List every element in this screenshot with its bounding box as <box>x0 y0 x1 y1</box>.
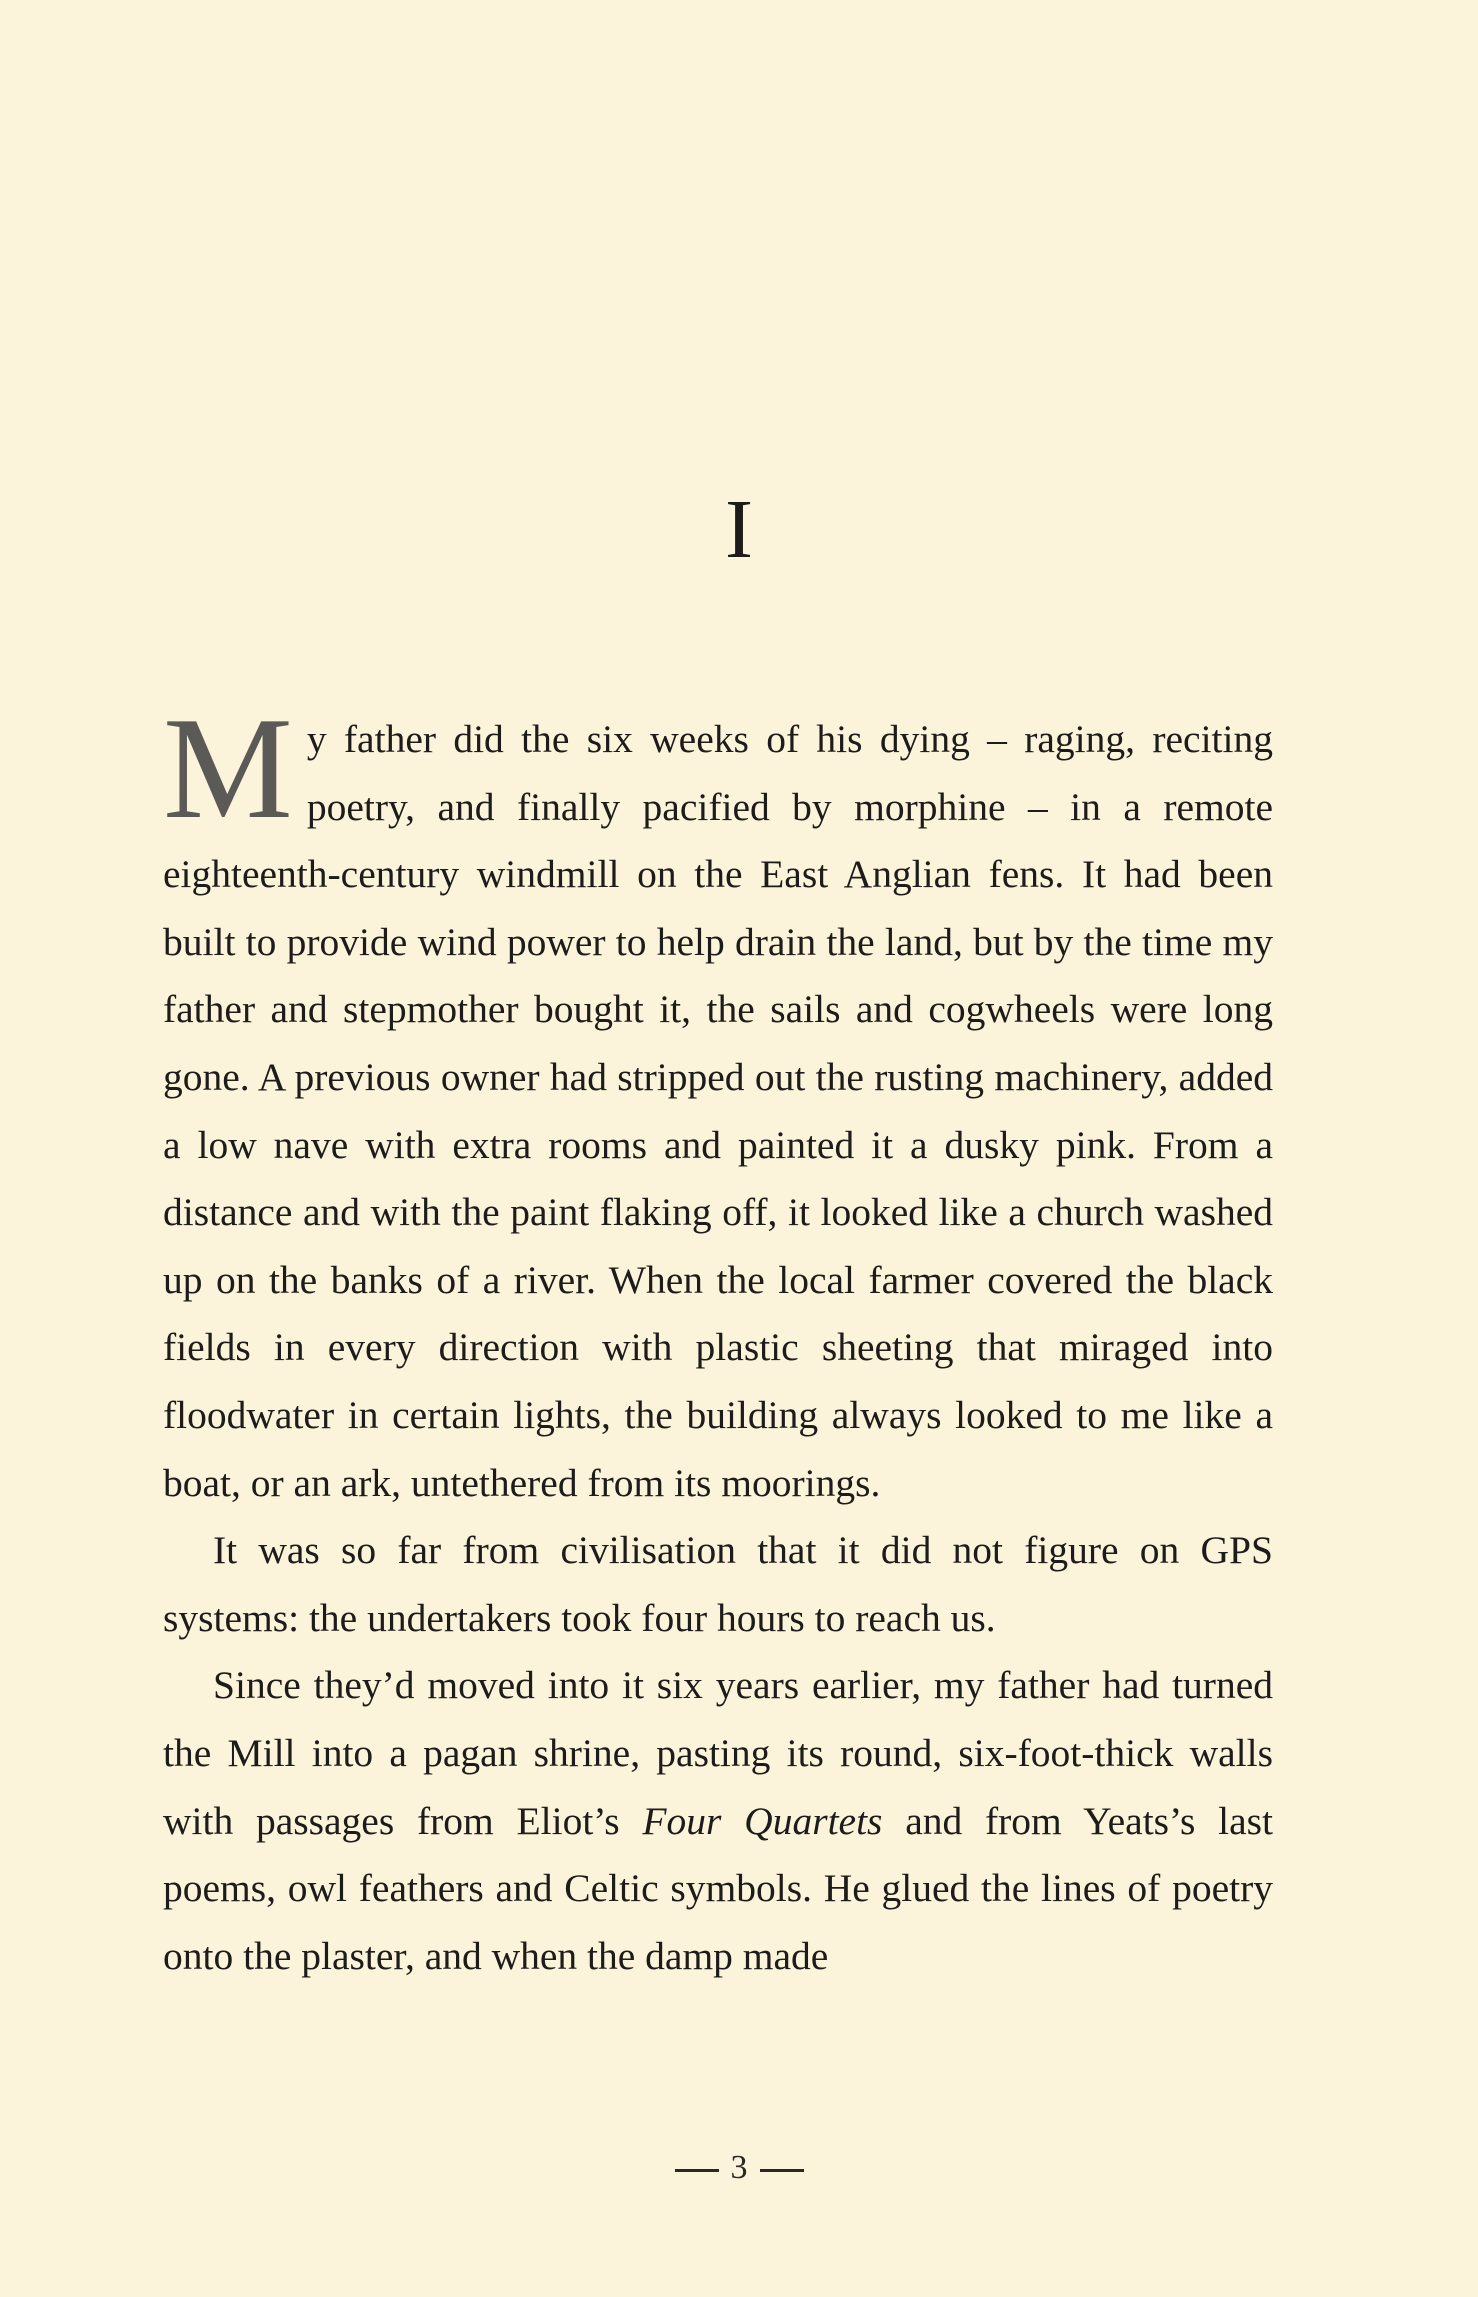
paragraph-1 <box>163 687 1273 1517</box>
page-number: 3 <box>730 2149 748 2186</box>
page-footer <box>0 2148 1478 2188</box>
right-dash-ornament <box>760 2169 804 2172</box>
paragraph-2: It was so far from civilisation that it did not figure on GPS systems: the undertakers took four hours to reach us. <box>163 1528 1273 1640</box>
body-text <box>163 687 1274 1990</box>
left-dash-ornament <box>675 2169 719 2172</box>
paragraph-3 <box>163 1652 1273 1990</box>
paragraph-3-text-before: Since they’d moved into it six years earlier, my father had turned the Mill into a pagan shrine, pasting its round, six-foot-thick walls with passages from Eliot’s <box>163 1663 1273 1843</box>
paragraph-1-text: y father did the six weeks of his dying – raging, reciting poetry, and finally pacified by morphine – in a remote eighteenth-century windmill on the East Anglian fens. It had been built to provide wind power to help drain the land, but by the time my father and stepmother bought it, the sails and cogwheels were long gone. A previous owner had stripped out the rusting machinery, added a low nave with extra rooms and painted it a dusky pink. From a distance and with the paint flaking off, it looked like a church washed up on the banks of a river. When the local farmer covered the black fields in every direction with plastic sheeting that miraged into floodwater in certain lights, the building always looked to me like a boat, or an ark, untethered from its moorings. <box>163 717 1273 1505</box>
paragraph-3-text-after: and from Yeats’s last poems, owl feathers and Celtic symbols. He glued the lines of poetry onto the plaster, and when the damp made <box>163 1798 1274 1978</box>
chapter-number: I <box>725 483 753 576</box>
drop-cap: M <box>163 687 293 849</box>
italic-title: Four Quartets <box>642 1798 883 1843</box>
